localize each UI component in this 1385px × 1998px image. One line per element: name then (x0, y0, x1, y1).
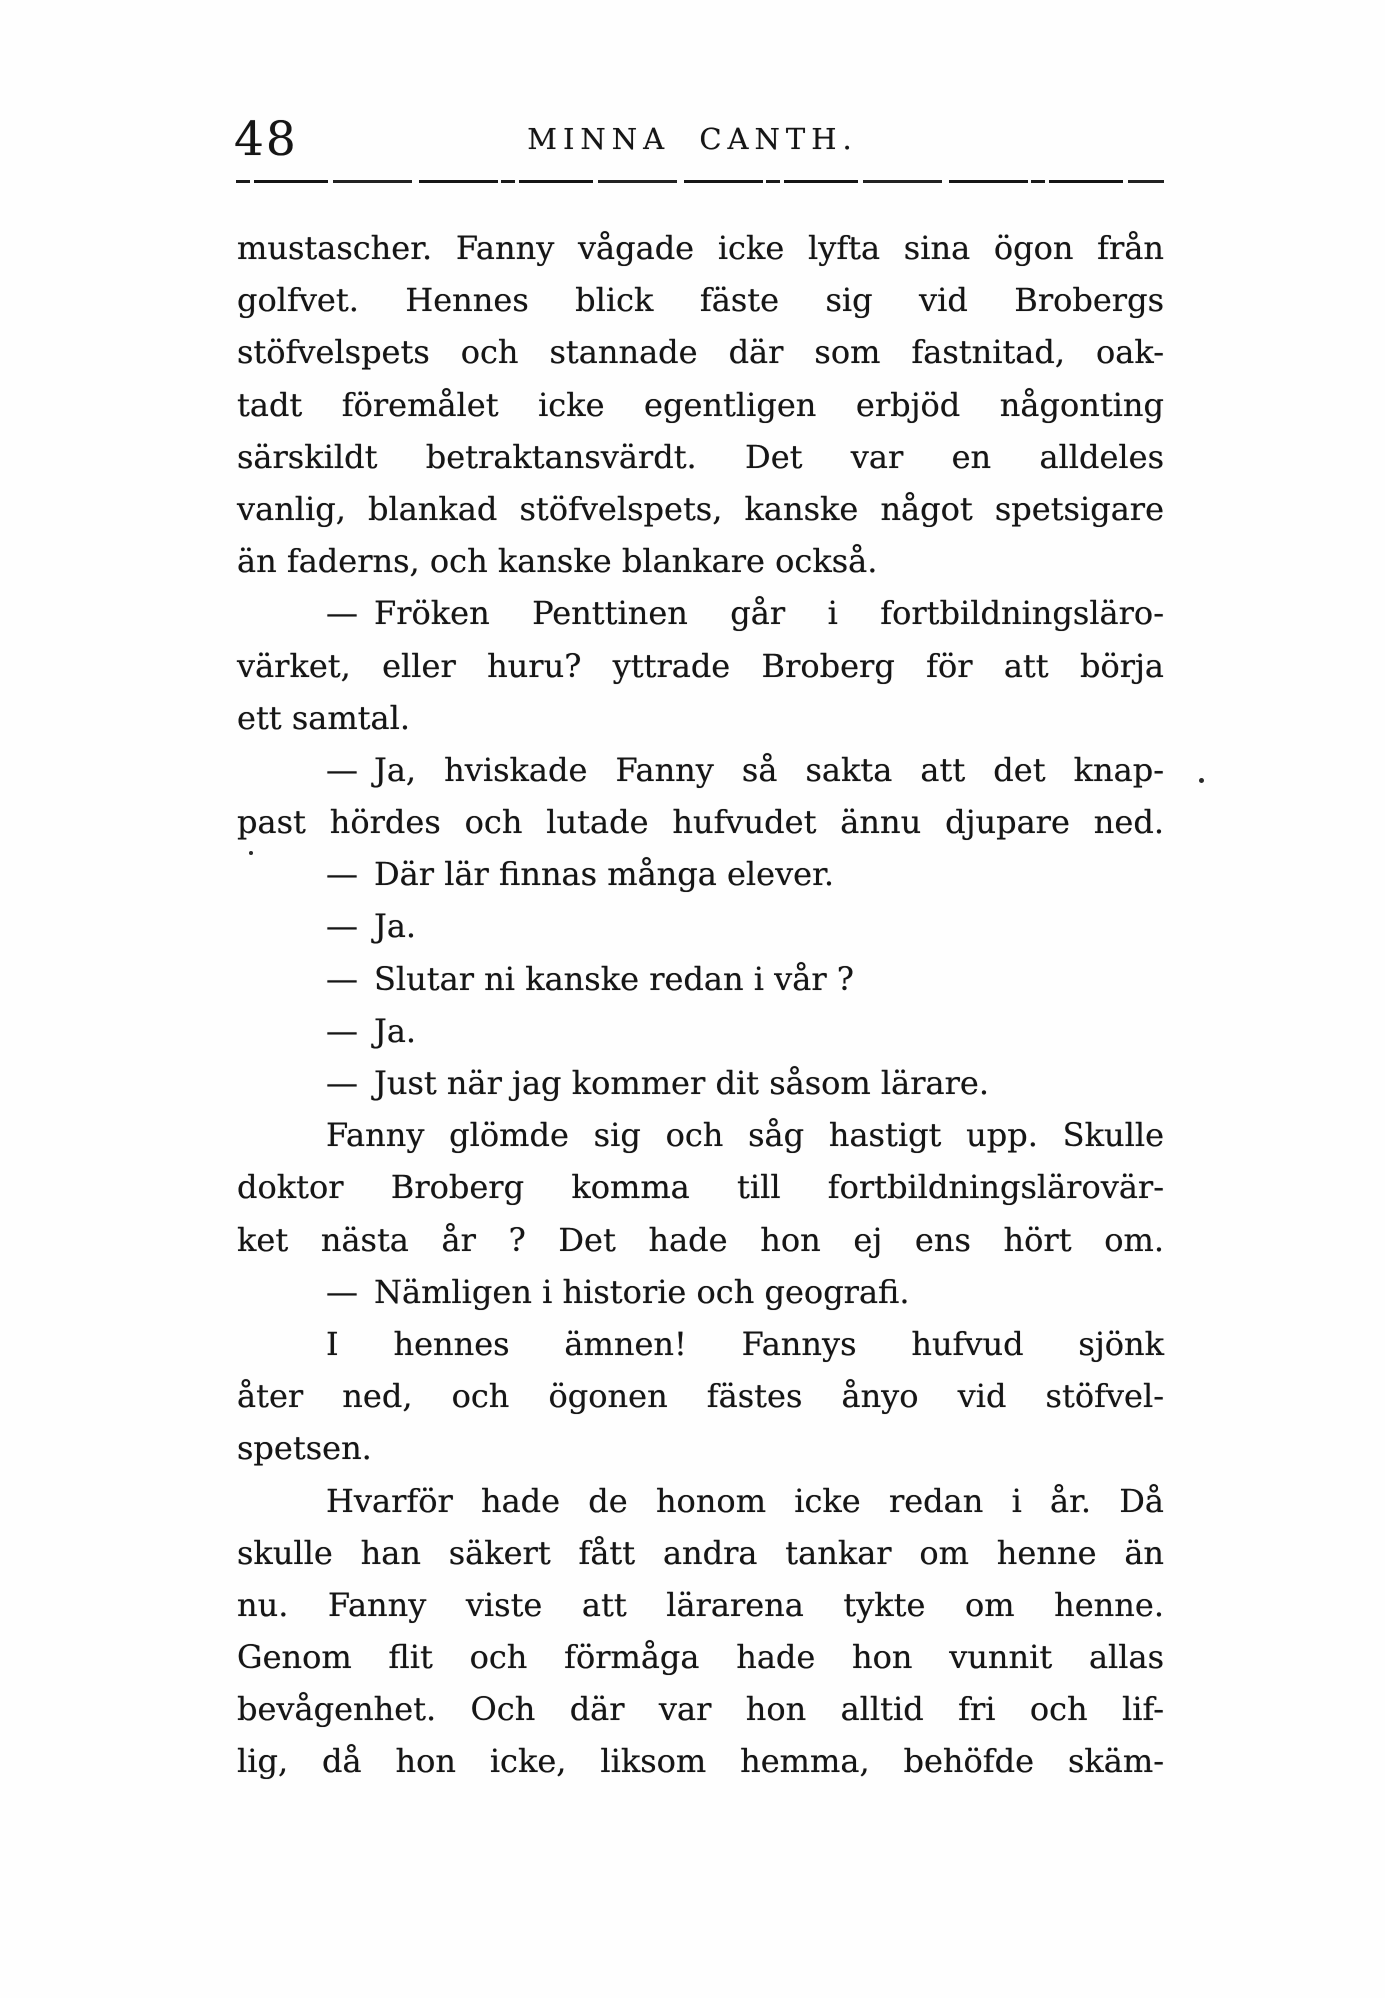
text-line: nu. Fanny viste att lärarena tykte om henne. (237, 1585, 1164, 1624)
text-line: bevågenhet. Och där var hon alltid fri och lif- (237, 1690, 1164, 1729)
text-line: I hennes ämnen! Fannys hufvud sjönk (326, 1324, 1164, 1363)
text-line: — Just när jag kommer dit såsom lärare. (326, 1064, 989, 1102)
text-line: — Ja, hviskade Fanny så sakta att det knap- (326, 750, 1164, 789)
ink-speck (1199, 778, 1204, 783)
text-line: stöfvelspets och stannade där som fastnitad, oak- (237, 333, 1164, 372)
ink-speck (249, 851, 253, 855)
text-line: än faderns, och kanske blankare också. (237, 542, 878, 581)
text-line: — Där lär finnas många elever. (326, 855, 835, 894)
text-line: — Ja. (326, 907, 417, 946)
text-line: ett samtal. (237, 698, 411, 737)
text-line: Hvarför hade de honom icke redan i år. Då (326, 1481, 1164, 1520)
text-line: — Fröken Penttinen går i fortbildningsläro- (326, 594, 1164, 633)
text-line: Fanny glömde sig och såg hastigt upp. Skulle (326, 1116, 1164, 1155)
text-line: past hördes och lutade hufvudet ännu djupare ned. (237, 803, 1164, 842)
text-line: vanlig, blankad stöfvelspets, kanske något spetsigare (237, 489, 1164, 528)
text-line: golfvet. Hennes blick fäste sig vid Brobergs (237, 281, 1164, 320)
text-line: lig, då hon icke, liksom hemma, behöfde skäm- (237, 1742, 1164, 1781)
text-line: ket nästa år ? Det hade hon ej ens hört om. (237, 1220, 1164, 1259)
text-line: doktor Broberg komma till fortbildningslärovär- (237, 1168, 1164, 1207)
text-line: tadt föremålet icke egentligen erbjöd någonting (237, 385, 1164, 424)
header-rule (236, 180, 1164, 183)
text-line: skulle han säkert fått andra tankar om henne än (237, 1533, 1164, 1572)
running-header-title: MINNA CANTH. (527, 122, 858, 156)
text-line: spetsen. (237, 1429, 372, 1468)
text-line: värket, eller huru? yttrade Broberg för att börja (237, 646, 1164, 685)
text-line: — Ja. (326, 1011, 417, 1050)
text-line: särskildt betraktansvärdt. Det var en alldeles (237, 437, 1164, 476)
text-line: mustascher. Fanny vågade icke lyfta sina ögon från (237, 229, 1164, 267)
text-line: — Nämligen i historie och geografi. (326, 1272, 910, 1311)
text-line: åter ned, och ögonen fästes ånyo vid stöfvel- (237, 1377, 1164, 1416)
text-line: Genom flit och förmåga hade hon vunnit allas (237, 1638, 1164, 1677)
text-block (237, 222, 1164, 1788)
page-number: 48 (234, 112, 298, 167)
text-line: — Slutar ni kanske redan i vår ? (326, 959, 854, 998)
